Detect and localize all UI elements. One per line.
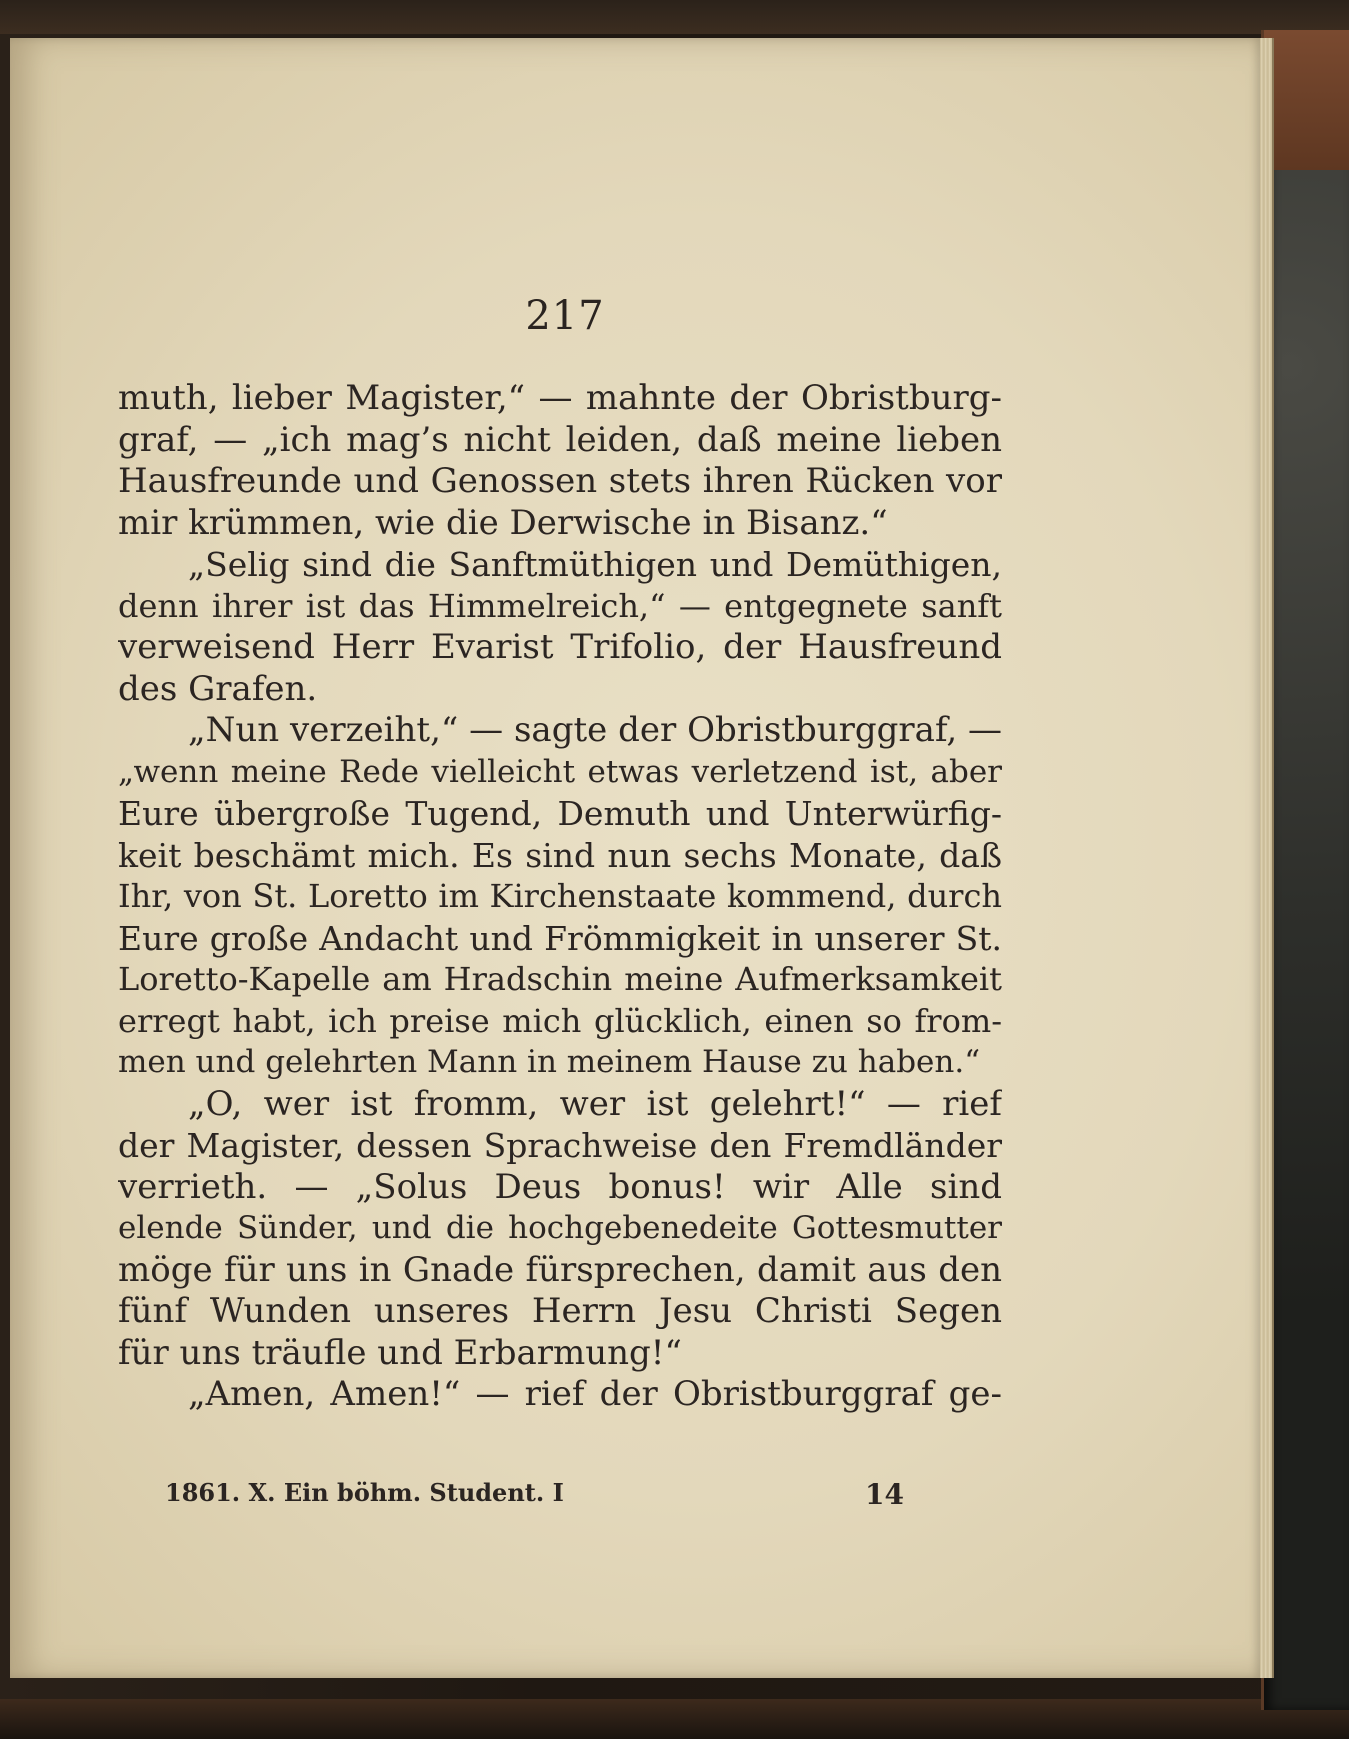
printer-signature: 1861. X. Ein böhm. Student. I <box>165 1478 564 1507</box>
text-line: verweisend Herr Evarist Trifolio, der Hausfreund <box>118 627 1002 667</box>
text-line: graf, — „ich mag’s nicht leiden, daß meine lieben <box>118 419 1002 460</box>
text-line: verrieth. — „Solus Deus bonus! wir Alle sind <box>118 1166 1002 1207</box>
text-line: elende Sünder, und die hochgebenedeite Gottesmutter <box>118 1210 1002 1246</box>
book-page <box>10 38 1260 1678</box>
text-line: „Selig sind die Sanftmüthigen und Demüthigen, <box>188 545 1002 584</box>
text-line: denn ihrer ist das Himmelreich,“ — entgegnete sanft <box>118 586 1002 625</box>
text-line: des Grafen. <box>118 668 318 709</box>
text-line: „Nun verzeiht,“ — sagte der Obristburggraf, — <box>188 710 1002 750</box>
text-line: für uns träufle und Erbarmung!“ <box>118 1332 682 1373</box>
text-line: erregt habt, ich preise mich glücklich, einen so from- <box>118 1001 1002 1040</box>
cover-bottom-edge <box>0 1699 1349 1739</box>
text-line: der Magister, dessen Sprachweise den Fremdländer <box>118 1126 1002 1165</box>
page-number: 217 <box>525 293 605 339</box>
text-line: Eure übergroße Tugend, Demuth und Unterwürfig- <box>118 794 1002 833</box>
text-line: Eure große Andacht und Frömmigkeit in unserer St. <box>118 918 1002 958</box>
text-line: men und gelehrten Mann in meinem Hause zu haben.“ <box>118 1044 981 1080</box>
body-text <box>118 378 1002 1416</box>
text-line: Hausfreunde und Genossen stets ihren Rücken vor <box>118 461 1002 501</box>
text-line: keit beschämt mich. Es sind nun sechs Monate, daß <box>118 835 1002 875</box>
text-line: muth, lieber Magister,“ — mahnte der Obristburg- <box>118 378 1002 418</box>
text-line: „O, wer ist fromm, wer ist gelehrt!“ — rief <box>188 1083 1002 1124</box>
text-line: Ihr, von St. Loretto im Kirchenstaate kommend, durch <box>118 877 1002 915</box>
sheet-number: 14 <box>865 1478 904 1511</box>
cover-top-edge <box>0 0 1349 34</box>
text-line: „Amen, Amen!“ — rief der Obristburggraf ge- <box>188 1374 1002 1414</box>
cover-spine <box>1261 30 1349 1710</box>
text-line: mir krümmen, wie die Derwische in Bisanz.“ <box>118 502 888 543</box>
cover-spine-leather <box>1264 30 1349 170</box>
text-line: fünf Wunden unseres Herrn Jesu Christi Segen <box>118 1291 1002 1331</box>
text-line: „wenn meine Rede vielleicht etwas verletzend ist, aber <box>118 753 1002 790</box>
text-line: möge für uns in Gnade fürsprechen, damit aus den <box>118 1249 1002 1290</box>
text-line: Loretto-Kapelle am Hradschin meine Aufmerksamkeit <box>118 960 1002 998</box>
